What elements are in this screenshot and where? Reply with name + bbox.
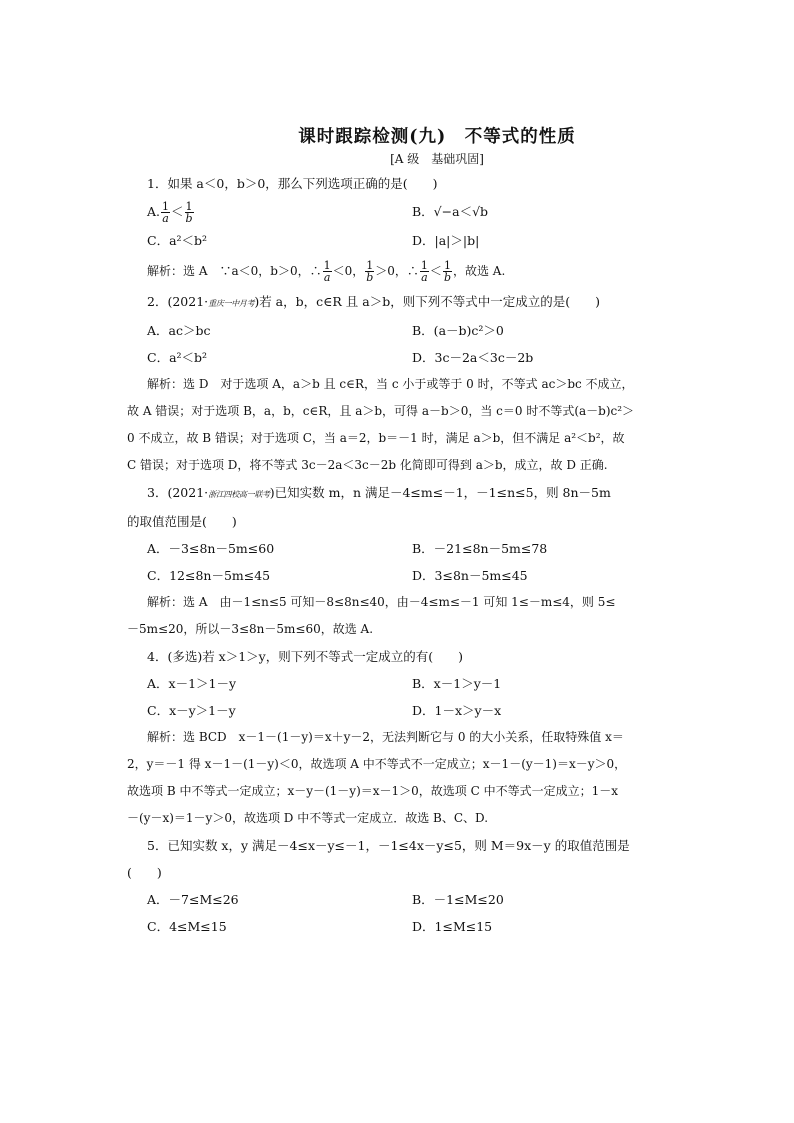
option-b: B．－21≤8n－5m≤78 [412, 541, 548, 556]
question-2 [127, 288, 677, 479]
question-3-options [147, 535, 677, 589]
question-5-stem: 5．已知实数 x，y 满足－4≤x－y≤－1，－1≤4x－y≤5，则 M＝9x－y 的取值范围是 [147, 838, 630, 853]
question-3: 3．(2021·浙江四校高一联考)已知实数 m，n 满足－4≤m≤－1，－1≤n≤5，则 8n－5m 的取值范围是( ) A．－3≤8n－5m≤60 B．－21≤8n－5m≤78 C．12≤8n－5m≤45 D．3≤8n－5m≤45 解析：选 A 由－1≤n≤5 可知－8≤8n≤40，由－4≤m≤－1 可知 1≤－m≤4，则 5≤ －5m≤20，所以－3≤8n－5m≤60，故选 A. [147, 479, 677, 643]
option-d: D．3c－2a＜3c－2b [412, 350, 534, 365]
option-b: B．(a－b)c²＞0 [412, 323, 504, 338]
fraction: $\frac{1}{a}$ [323, 259, 331, 284]
question-4-solution: 解析：选 BCD x－1－(1－y)＝x＋y－2，无法判断它与 0 的大小关系，任取特殊值 x＝ 2，y＝－1 得 x－1－(1－y)＜0，故选项 A 中不等式不一定成立；x－1－(y－1)＝x－y＞0， 故选项 B 中不等式一定成立；x－y－(1－y)＝x－1＞0，故选项 C 中不等式一定成立；1－x －(y－x)＝1－y＞0，故选项 D 中不等式一定成立．故选 B、C、D. [127, 730, 627, 825]
option-a: A. $\frac{1}{a}$ ＜ $\frac{1}{b}$ [147, 200, 193, 225]
option-a: A．－7≤M≤26 [147, 892, 239, 907]
fraction: $\frac{1}{b}$ [443, 259, 451, 284]
worksheet-page [127, 124, 677, 940]
question-2-solution: 解析：选 D 对于选项 A，a＞b 且 c∈R，当 c 小于或等于 0 时，不等式 ac＞bc 不成立， 故 A 错误；对于选项 B，a，b，c∈R，且 a＞b，可得 a－b＞0，当 c＝0 时不等式(a－b)c²＞ 0 不成立，故 B 错误；对于选项 C，当 a＝2，b＝－1 时，满足 a＞b，但不满足 a²＜b²，故 C 错误；对于选项 D，将不等式 3c－2a＜3c－2b 化简即可得到 a＞b，成立，故 D 正确. [127, 377, 635, 472]
option-b: B．x－1＞y－1 [412, 676, 502, 691]
section-subtitle: [A 级 基础巩固] [390, 152, 484, 166]
question-5-options [147, 886, 677, 940]
question-3-stem: 3．(2021·浙江四校高一联考)已知实数 m，n 满足－4≤m≤－1，－1≤n≤5，则 8n－5m [147, 485, 611, 500]
question-1-solution: 解析：选 A ∵a＜0，b＞0，∴ $\frac{1}{a}$ ＜0， $\frac{1}{b}$ ＞0，∴ $\frac{1}{a}$ ＜ $\frac{1}{b}$ ，故选 A. [147, 259, 506, 284]
fraction: $\frac{1}{a}$ [162, 200, 170, 225]
question-1-stem: 1．如果 a＜0，b＞0，那么下列选项正确的是( ) [147, 176, 438, 191]
option-c: C．4≤M≤15 [147, 919, 227, 934]
option-a: A．－3≤8n－5m≤60 [147, 541, 275, 556]
question-4-options [147, 670, 677, 724]
option-a: A．x－1＞1－y [147, 676, 237, 691]
fraction: $\frac{1}{b}$ [185, 200, 193, 225]
question-source: 重庆一中月考 [208, 299, 255, 308]
question-1 [147, 170, 677, 288]
option-a: A．ac＞bc [147, 323, 211, 338]
question-1-options [147, 197, 677, 254]
question-2-stem: 2．(2021·重庆一中月考)若 a，b，c∈R 且 a＞b，则下列不等式中一定成立的是( ) [147, 294, 600, 309]
question-source: 浙江四校高一联考 [208, 490, 270, 499]
option-d: D．|a|＞|b| [412, 233, 480, 248]
option-c: C．12≤8n－5m≤45 [147, 568, 271, 583]
option-b: B．√−a＜√b [412, 204, 489, 219]
fraction: $\frac{1}{a}$ [420, 259, 428, 284]
question-5: 5．已知实数 x，y 满足－4≤x－y≤－1，－1≤4x－y≤5，则 M＝9x－y 的取值范围是 ( ) A．－7≤M≤26 B．－1≤M≤20 C．4≤M≤15 D．1≤M≤15 [147, 832, 677, 940]
question-4-stem: 4．(多选)若 x＞1＞y，则下列不等式一定成立的有( ) [147, 649, 463, 664]
page-title: 课时跟踪检测(九) 不等式的性质 [298, 127, 576, 147]
fraction: $\frac{1}{b}$ [366, 259, 374, 284]
question-2-options [147, 317, 677, 371]
option-d: D．3≤8n－5m≤45 [412, 568, 528, 583]
option-d: D．1－x＞y－x [412, 703, 502, 718]
option-c: C．a²＜b² [147, 350, 208, 365]
option-b: B．－1≤M≤20 [412, 892, 504, 907]
question-3-solution: 解析：选 A 由－1≤n≤5 可知－8≤8n≤40，由－4≤m≤－1 可知 1≤－m≤4，则 5≤ －5m≤20，所以－3≤8n－5m≤60，故选 A. [127, 595, 616, 636]
option-d: D．1≤M≤15 [412, 919, 493, 934]
option-c: C．x－y＞1－y [147, 703, 236, 718]
option-c: C．a²＜b² [147, 233, 208, 248]
question-4 [127, 643, 677, 832]
